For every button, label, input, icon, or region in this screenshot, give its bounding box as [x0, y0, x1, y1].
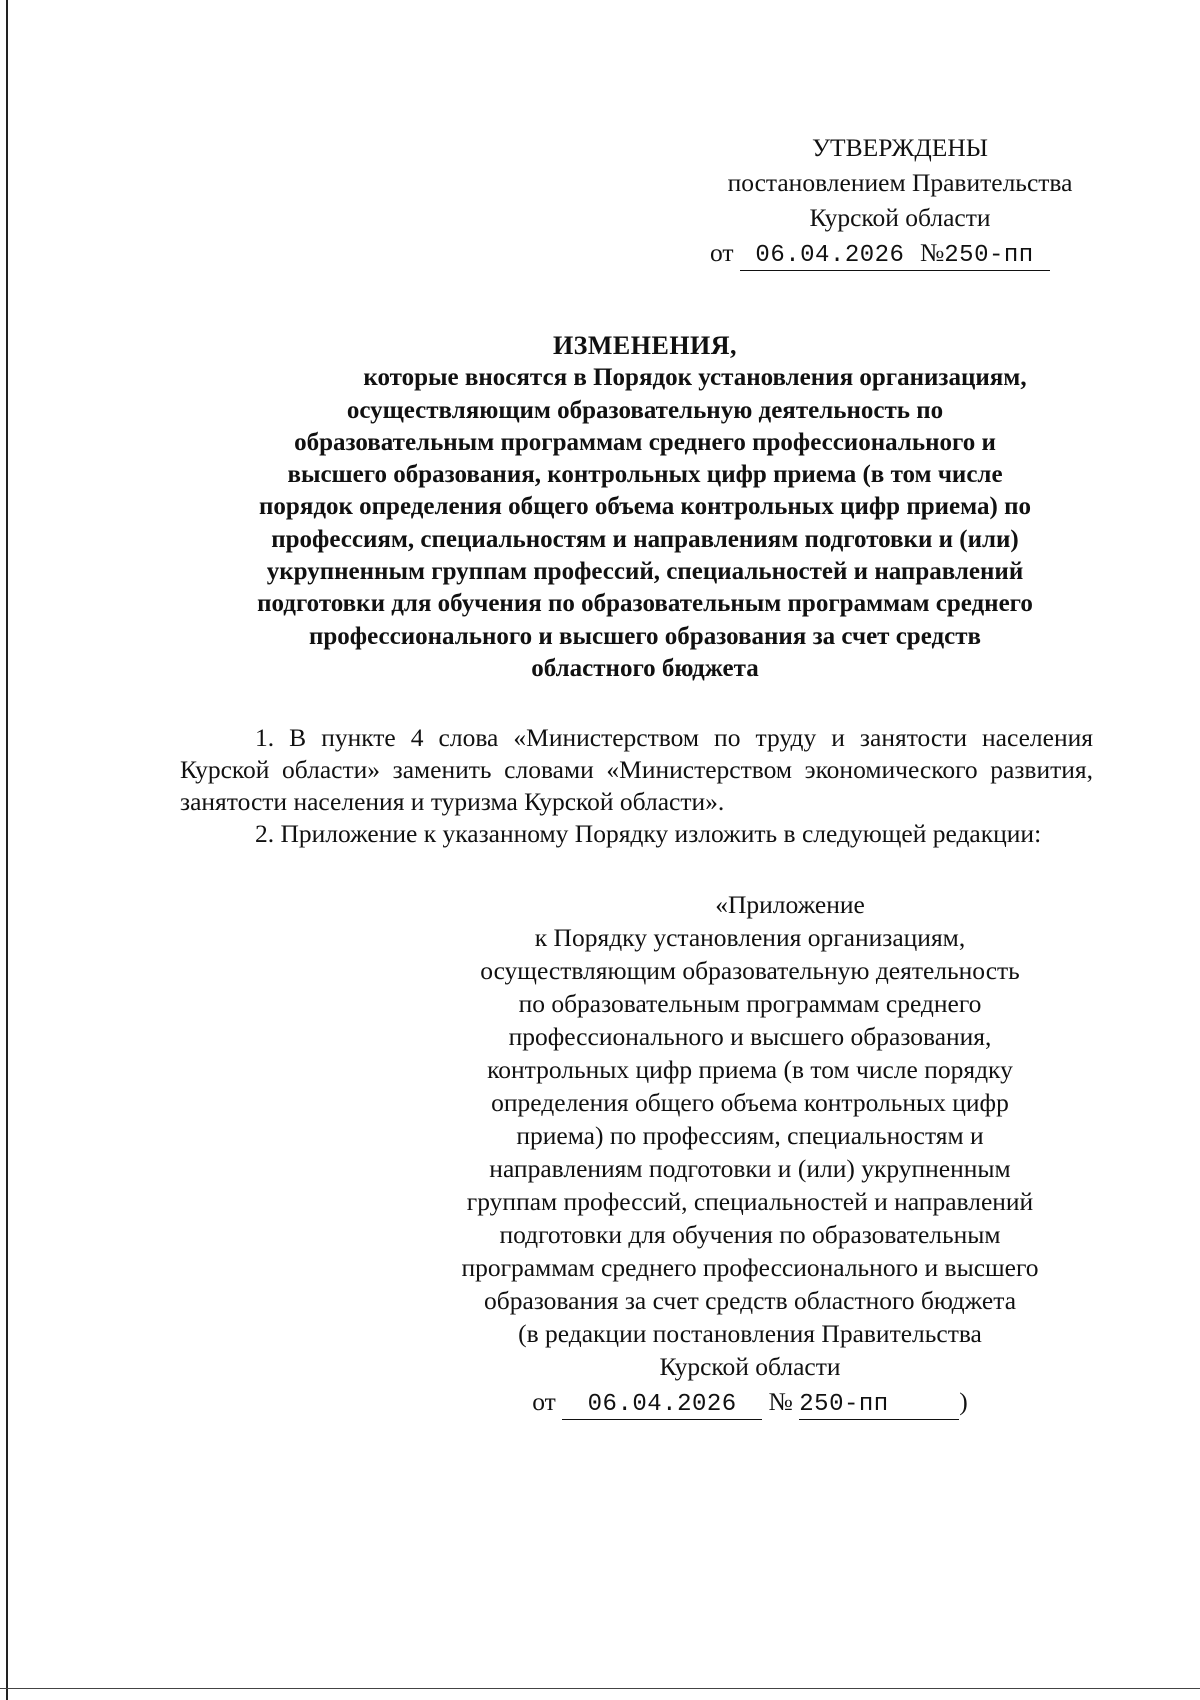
title-line: областного бюджета [531, 654, 759, 682]
appendix-date-row [420, 1385, 1080, 1420]
appendix-line: осуществляющим образовательную деятельность [480, 956, 1020, 985]
approval-title: УТВЕРЖДЕНЫ [812, 133, 988, 162]
appendix-number-prefix: № [768, 1387, 793, 1416]
approval-line-2: Курской области [809, 203, 991, 232]
approval-date-prefix: от [710, 238, 734, 267]
appendix-line: подготовки для обучения по образовательным [499, 1220, 1001, 1249]
scan-edge-left [6, 0, 8, 1700]
title-line: которые вносятся в Порядок установления организациям, [363, 364, 1027, 392]
approval-line-1: постановлением Правительства [727, 168, 1073, 197]
appendix-line: профессионального и высшего образования, [508, 1022, 992, 1051]
appendix-line: программам среднего профессионального и высшего [461, 1253, 1039, 1282]
appendix-line: Курской области [659, 1352, 841, 1381]
appendix-line: по образовательным программам среднего [518, 989, 982, 1018]
appendix-date-prefix: от [532, 1387, 556, 1416]
appendix-title: «Приложение [715, 890, 865, 919]
approval-date: 06.04.2026 [740, 242, 920, 271]
appendix-number-field [799, 1388, 959, 1420]
appendix-line: контрольных цифр приема (в том числе порядку [487, 1055, 1013, 1084]
scan-edge-bottom [0, 1688, 1200, 1689]
appendix-block [420, 888, 1080, 1420]
appendix-line: направлениям подготовки и (или) укрупненным [489, 1154, 1011, 1183]
appendix-number: 250-пп [799, 1391, 889, 1418]
appendix-date: 06.04.2026 [562, 1391, 762, 1420]
appendix-line: определения общего объема контрольных цифр [491, 1088, 1009, 1117]
approval-number-prefix: № [919, 238, 945, 267]
approval-date-row [690, 235, 1110, 271]
title-line: порядок определения общего объема контрольных цифр приема) по [259, 493, 1031, 521]
title-line: профессиям, специальностям и направлениям подготовки и (или) [271, 525, 1019, 553]
appendix-closing: ) [959, 1387, 968, 1416]
appendix-line: группам профессий, специальностей и направлений [466, 1187, 1034, 1216]
title-line: высшего образования, контрольных цифр приема (в том числе [287, 461, 1003, 489]
approval-block [690, 130, 1110, 271]
title-line: образовательным программам среднего профессионального и [294, 428, 996, 456]
title-line: подготовки для обучения по образовательным программам среднего [257, 590, 1033, 618]
appendix-line: образования за счет средств областного бюджета [483, 1286, 1017, 1315]
approval-number-field [920, 239, 1050, 271]
document-heading: ИЗМЕНЕНИЯ, [552, 331, 738, 360]
document-title-block [180, 330, 1110, 685]
paragraph-2: 2. Приложение к указанному Порядку изложить в следующей редакции: [255, 819, 1042, 848]
appendix-line: приема) по профессиям, специальностям и [516, 1121, 984, 1150]
appendix-line: к Порядку установления организациям, [534, 923, 966, 952]
title-line: осуществляющим образовательную деятельность по [346, 396, 944, 424]
appendix-line: (в редакции постановления Правительства [518, 1319, 982, 1348]
title-line: укрупненным группам профессий, специальностей и направлений [266, 558, 1024, 586]
document-body [180, 722, 1093, 850]
approval-number: 250-пп [944, 242, 1034, 269]
paragraph-1: 1. В пункте 4 слова «Министерством по труду и занятости населения Курской области» заменить словами «Министерством экономического развития, занятости населения и туризма Курской области». [180, 723, 1093, 816]
title-line: профессионального и высшего образования за счет средств [309, 622, 981, 650]
